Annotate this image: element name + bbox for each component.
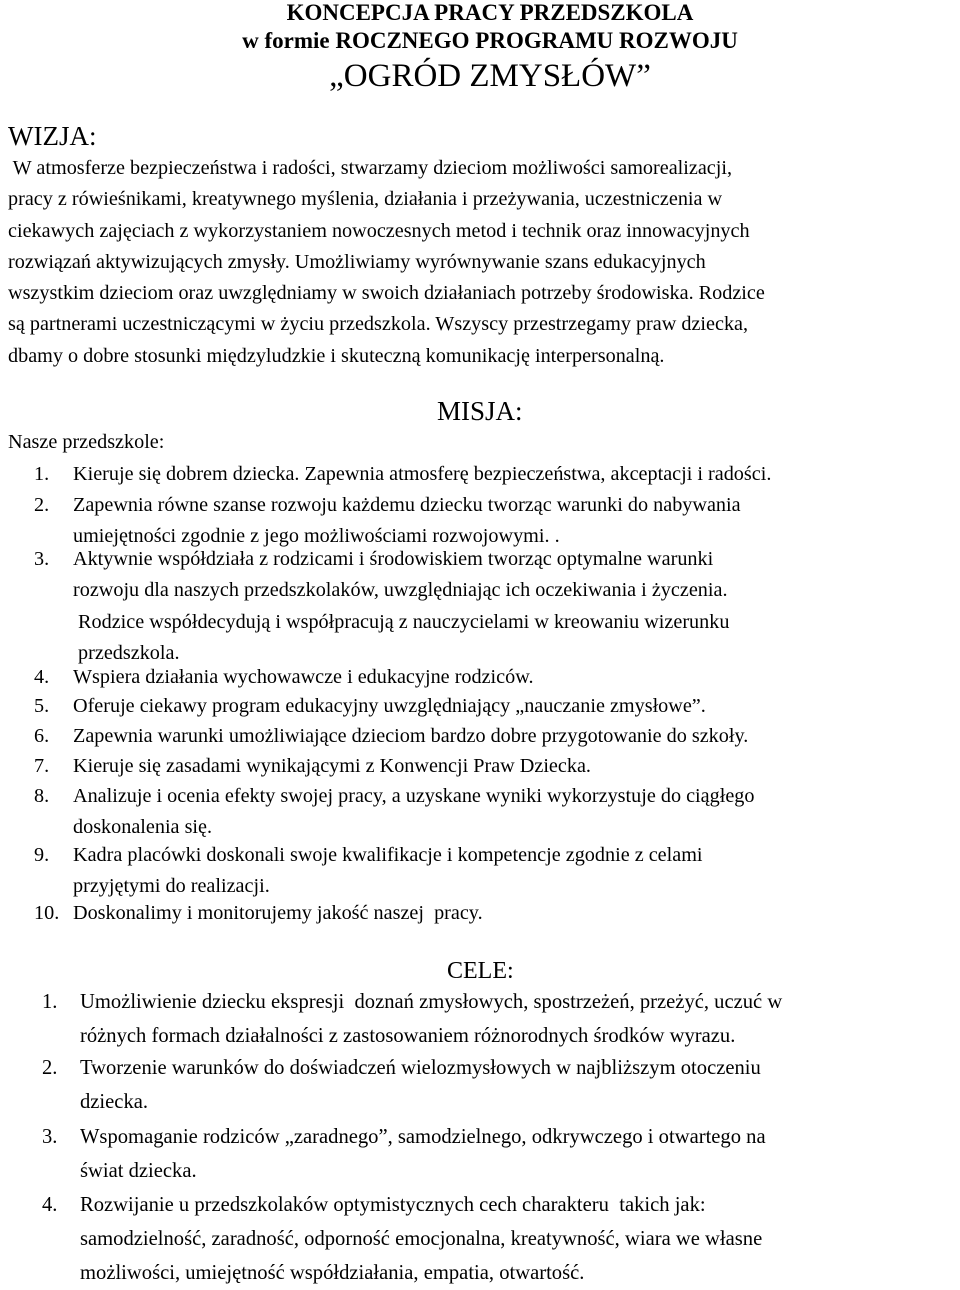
goal-item-number: 2.: [42, 1057, 58, 1079]
vision-heading: WIZJA:: [8, 121, 97, 151]
mission-item-text: Kieruje się zasadami wynikającymi z Konwencji Praw Dziecka.: [73, 755, 591, 777]
mission-heading: MISJA:: [437, 396, 523, 426]
goal-item-number: 3.: [42, 1126, 58, 1148]
mission-item-number: 1.: [34, 463, 50, 485]
goal-item-number: 1.: [42, 991, 58, 1013]
document-title: KONCEPCJA PRACY PRZEDSZKOLA: [286, 0, 694, 25]
goal-item-text: Umożliwienie dziecku ekspresji doznań zmysłowych, spostrzeżeń, przeżyć, uczuć w różnych formach działalności z zastosowaniem różnorodnych środków wyrazu.: [80, 991, 783, 1047]
vision-paragraph: W atmosferze bezpieczeństwa i radości, stwarzamy dzieciom możliwości samorealizacji, pracy z rówieśnikami, kreatywnego myślenia, działania i przeżywania, uczestniczenia w ciekawych zajęciach z wykorzystaniem nowoczesnych metod i technik oraz innowacyjnych rozwiązań aktywizujących zmysły. Umożliwiamy wyrównywanie szans edukacyjnych wszystkim dzieciom oraz uwzględniamy w swoich działaniach potrzeby środowiska. Rodzice są partnerami uczestniczącymi w życiu przedszkola. Wszyscy przestrzegamy praw dziecka, dbamy o dobre stosunki międzyludzkie i skuteczną komunikację interpersonalną.: [8, 157, 765, 367]
goals-heading: CELE:: [447, 958, 514, 984]
mission-item-number: 6.: [34, 725, 50, 747]
mission-intro: Nasze przedszkole:: [8, 431, 165, 453]
mission-item-number: 9.: [34, 844, 50, 866]
program-name: „OGRÓD ZMYSŁÓW”: [329, 58, 651, 94]
mission-item-number: 7.: [34, 755, 50, 777]
goal-item-text: Wspomaganie rodziców „zaradnego”, samodzielnego, odkrywczego i otwartego na świat dziecka.: [80, 1126, 766, 1182]
mission-item-number: 4.: [34, 666, 50, 688]
mission-item-text: Kadra placówki doskonali swoje kwalifikacje i kompetencje zgodnie z celami przyjętymi do realizacji.: [73, 844, 703, 898]
mission-item-text: Zapewnia warunki umożliwiające dzieciom bardzo dobre przygotowanie do szkoły.: [73, 725, 749, 747]
mission-item-text: Zapewnia równe szanse rozwoju każdemu dziecku tworząc warunki do nabywania umiejętności zgodnie z jego możliwościami rozwojowymi. .: [73, 494, 741, 548]
mission-item-text: Wspiera działania wychowawcze i edukacyjne rodziców.: [73, 666, 534, 688]
mission-item-text: Analizuje i ocenia efekty swojej pracy, a uzyskane wyniki wykorzystuje do ciągłego doskonalenia się.: [73, 785, 755, 839]
mission-item-text: Kieruje się dobrem dziecka. Zapewnia atmosferę bezpieczeństwa, akceptacji i radości.: [73, 463, 772, 485]
mission-item-number: 3.: [34, 548, 50, 570]
mission-item-number: 10.: [34, 902, 60, 924]
mission-item-number: 2.: [34, 494, 50, 516]
goal-item-text: Tworzenie warunków do doświadczeń wielozmysłowych w najbliższym otoczeniu dziecka.: [80, 1057, 761, 1113]
mission-item-text: Doskonalimy i monitorujemy jakość naszej pracy.: [73, 902, 483, 924]
mission-item-text: Aktywnie współdziała z rodzicami i środowiskiem tworząc optymalne warunki rozwoju dla naszych przedszkolaków, uwzględniając ich oczekiwania i życzenia. Rodzice współdecydują i współpracują z nauczycielami w kreowaniu wizerunku przedszkola.: [73, 548, 730, 664]
goal-item-text: Rozwijanie u przedszkolaków optymistycznych cech charakteru takich jak: samodzielność, zaradność, odporność emocjonalna, kreatywność, wiara we własne możliwości, umiejętność współdziałania, empatia, otwartość.: [80, 1194, 763, 1284]
mission-item-number: 8.: [34, 785, 50, 807]
goal-item-number: 4.: [42, 1194, 58, 1216]
mission-item-number: 5.: [34, 695, 50, 717]
mission-item-text: Oferuje ciekawy program edukacyjny uwzględniający „nauczanie zmysłowe”.: [73, 695, 706, 717]
document-subtitle: w formie ROCZNEGO PROGRAMU ROZWOJU: [242, 28, 738, 53]
